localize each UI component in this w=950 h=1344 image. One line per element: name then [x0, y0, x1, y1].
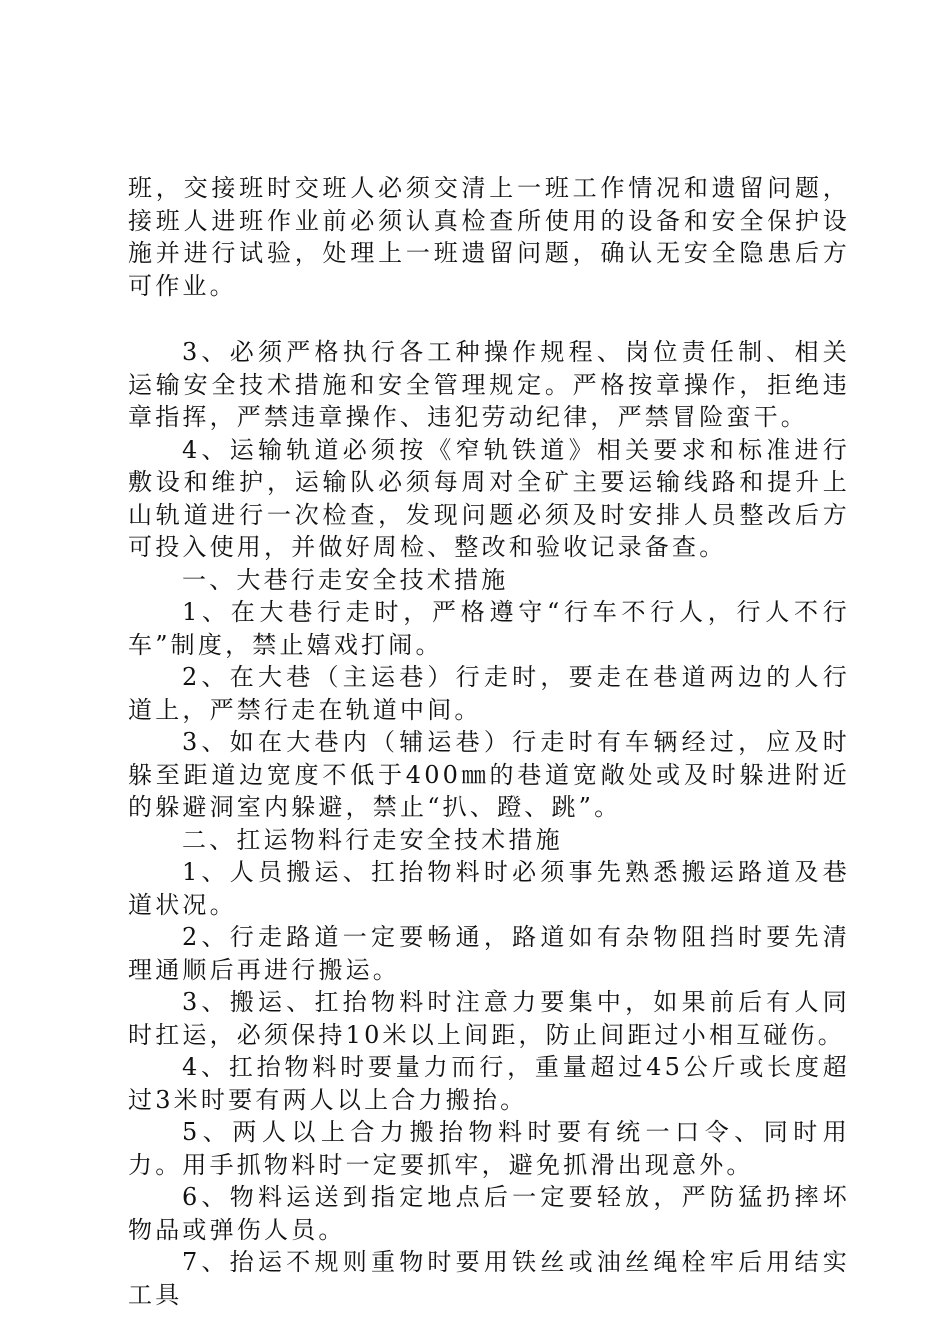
paragraph-item-4: 4、运输轨道必须按《窄轨铁道》相关要求和标准进行敷设和维护，运输队必须每周对全矿主要运输线路和提升上山轨道进行一次检查，发现问题必须及时安排人员整改后方可投入使用，并做好周检、整改和验收记录备查。: [128, 435, 850, 561]
paragraph-s2-item-3: 3、搬运、扛抬物料时注意力要集中，如果前后有人同时扛运，必须保持10米以上间距，防止间距过小相互碰伤。: [128, 988, 850, 1049]
paragraph-s2-item-6: 6、物料运送到指定地点后一定要轻放，严防猛扔摔坏物品或弹伤人员。: [128, 1183, 850, 1244]
paragraph-s2-item-4: 4、扛抬物料时要量力而行，重量超过45公斤或长度超过3米时要有两人以上合力搬抬。: [128, 1053, 850, 1114]
paragraph-s2-item-5: 5、两人以上合力搬抬物料时要有统一口令、同时用力。用手抓物料时一定要抓牢，避免抓滑出现意外。: [128, 1118, 850, 1179]
paragraph-s1-item-3: 3、如在大巷内（辅运巷）行走时有车辆经过，应及时躲至距道边宽度不低于400㎜的巷道宽敞处或及时躲进附近的躲避洞室内躲避，禁止“扒、蹬、跳”。: [128, 728, 850, 821]
paragraph-s1-item-1: 1、在大巷行走时，严格遵守“行车不行人，行人不行车”制度，禁止嬉戏打闹。: [128, 598, 850, 659]
paragraph-item-3: 3、必须严格执行各工种操作规程、岗位责任制、相关运输安全技术措施和安全管理规定。严格按章操作，拒绝违章指挥，严禁违章操作、违犯劳动纪律，严禁冒险蛮干。: [128, 338, 850, 431]
section-heading-1: 一、大巷行走安全技术措施: [182, 565, 509, 594]
section-heading-2: 二、扛运物料行走安全技术措施: [182, 825, 563, 854]
document-body: [128, 172, 850, 1311]
paragraph-continuation: 班，交接班时交班人必须交清上一班工作情况和遗留问题，接班人进班作业前必须认真检查所使用的设备和安全保护设施并进行试验，处理上一班遗留问题，确认无安全隐患后方可作业。: [128, 174, 850, 300]
paragraph-s2-item-1: 1、人员搬运、扛抬物料时必须事先熟悉搬运路道及巷道状况。: [128, 858, 850, 919]
paragraph-s2-item-2: 2、行走路道一定要畅通，路道如有杂物阻挡时要先清理通顺后再进行搬运。: [128, 923, 850, 984]
paragraph-s2-item-7: 7、抬运不规则重物时要用铁丝或油丝绳栓牢后用结实工具: [128, 1248, 850, 1309]
paragraph-s1-item-2: 2、在大巷（主运巷）行走时，要走在巷道两边的人行道上，严禁行走在轨道中间。: [128, 663, 850, 724]
